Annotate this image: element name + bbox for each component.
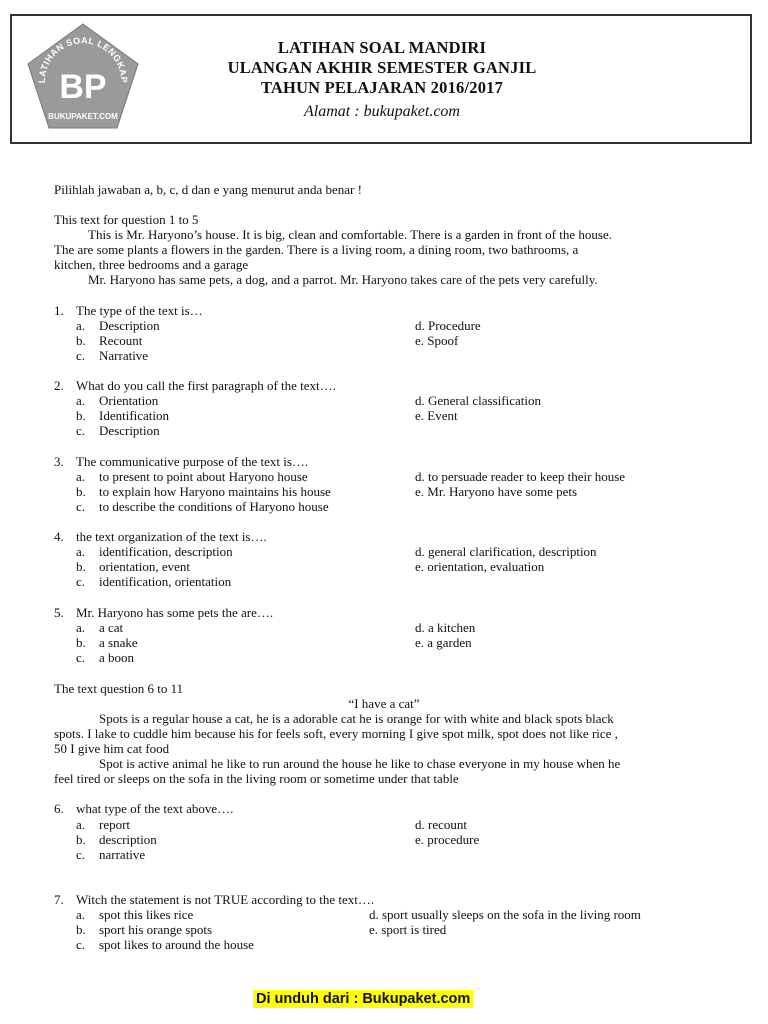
q4-letter-a: a. <box>76 544 86 559</box>
q3-stem: The communicative purpose of the text is…. <box>76 454 309 469</box>
q7-option-b: sport his orange spots <box>99 922 213 937</box>
logo-site: BUKUPAKET.COM <box>48 112 118 121</box>
q3-option-c: to describe the conditions of Haryono house <box>99 499 329 514</box>
q5-stem: Mr. Haryono has some pets the are…. <box>76 605 274 620</box>
q2-stem: What do you call the first paragraph of the text…. <box>76 378 336 393</box>
q6-letter-c: c. <box>76 847 86 862</box>
passage1-p2: Mr. Haryono has same pets, a dog, and a parrot. Mr. Haryono takes care of the pets very carefully. <box>88 272 598 287</box>
q7-option-e: e. sport is tired <box>369 922 447 937</box>
passage2-p2-line1: Spot is active animal he like to run around the house he like to chase everyone in my house when he <box>99 756 621 771</box>
passage1-p1-line3: kitchen, three bedrooms and a garage <box>54 257 249 272</box>
q2-option-b: Identification <box>99 408 170 423</box>
q3-option-a: to present to point about Haryono house <box>99 469 308 484</box>
instruction: Pilihlah jawaban a, b, c, d dan e yang menurut anda benar ! <box>54 182 362 197</box>
q4-option-c: identification, orientation <box>99 574 232 589</box>
q5-letter-c: c. <box>76 650 86 665</box>
q2-number: 2. <box>54 378 64 393</box>
q2-option-a: Orientation <box>99 393 159 408</box>
q7-number: 7. <box>54 892 64 907</box>
logo-initials: BP <box>59 68 107 106</box>
q7-option-c: spot likes to around the house <box>99 937 254 952</box>
q4-number: 4. <box>54 529 64 544</box>
q6-option-d: d. recount <box>415 817 467 832</box>
header-title-3: TAHUN PELAJARAN 2016/2017 <box>260 78 504 97</box>
q3-option-e: e. Mr. Haryono have some pets <box>415 484 578 499</box>
passage1-intro: This text for question 1 to 5 <box>54 212 199 227</box>
q4-stem: the text organization of the text is…. <box>76 529 267 544</box>
logo-ring-text: LATIHAN SOAL LENGKAP <box>36 35 130 84</box>
download-source-banner: Di unduh dari : Bukupaket.com <box>253 990 473 1008</box>
header-title-2: ULANGAN AKHIR SEMESTER GANJIL <box>227 58 537 77</box>
q1-number: 1. <box>54 303 64 318</box>
q7-letter-c: c. <box>76 937 86 952</box>
q1-option-e: e. Spoof <box>415 333 459 348</box>
passage2-p1-line1: Spots is a regular house a cat, he is a adorable cat he is orange for with white and black spots black <box>99 711 614 726</box>
q4-letter-b: b. <box>76 559 86 574</box>
q5-option-d: d. a kitchen <box>415 620 476 635</box>
q4-option-d: d. general clarification, description <box>415 544 597 559</box>
q5-letter-b: b. <box>76 635 86 650</box>
q4-option-a: identification, description <box>99 544 233 559</box>
q2-option-d: d. General classification <box>415 393 541 408</box>
header-title-1: LATIHAN SOAL MANDIRI <box>277 38 487 57</box>
q1-letter-c: c. <box>76 348 86 363</box>
q2-option-c: Description <box>99 423 160 438</box>
q3-option-b: to explain how Haryono maintains his house <box>99 484 331 499</box>
q6-stem: what type of the text above…. <box>76 801 234 816</box>
passage2-title: “I have a cat” <box>348 696 420 711</box>
q2-letter-a: a. <box>76 393 86 408</box>
q5-number: 5. <box>54 605 64 620</box>
q1-option-d: d. Procedure <box>415 318 481 333</box>
passage2-p2-line2: feel tired or sleeps on the sofa in the living room or sometime under that table <box>54 771 459 786</box>
q6-option-e: e. procedure <box>415 832 480 847</box>
q1-option-c: Narrative <box>99 348 149 363</box>
q6-option-c: narrative <box>99 847 146 862</box>
q3-letter-b: b. <box>76 484 86 499</box>
q1-option-a: Description <box>99 318 160 333</box>
passage2-p1-line3: 50 I give him cat food <box>54 741 170 756</box>
header-address: Alamat : bukupaket.com <box>304 103 460 120</box>
q6-letter-b: b. <box>76 832 86 847</box>
q6-option-a: report <box>99 817 131 832</box>
q1-stem: The type of the text is… <box>76 303 203 318</box>
q7-option-a: spot this likes rice <box>99 907 194 922</box>
q5-option-a: a cat <box>99 620 124 635</box>
bp-logo <box>24 20 142 132</box>
q5-option-c: a boon <box>99 650 135 665</box>
passage1-p1-line2: The are some plants a flowers in the garden. There is a living room, a dining room, two bathrooms, a <box>54 242 579 257</box>
q6-number: 6. <box>54 801 64 816</box>
passage1-p1-line1: This is Mr. Haryono’s house. It is big, clean and comfortable. There is a garden in front of the house. <box>88 227 612 242</box>
q5-letter-a: a. <box>76 620 86 635</box>
q1-letter-b: b. <box>76 333 86 348</box>
q1-letter-a: a. <box>76 318 86 333</box>
passage2-intro: The text question 6 to 11 <box>54 681 184 696</box>
q4-option-b: orientation, event <box>99 559 190 574</box>
q6-letter-a: a. <box>76 817 86 832</box>
q5-option-e: e. a garden <box>415 635 472 650</box>
q7-letter-a: a. <box>76 907 86 922</box>
q7-option-d: d. sport usually sleeps on the sofa in the living room <box>369 907 641 922</box>
q5-option-b: a snake <box>99 635 138 650</box>
q3-letter-a: a. <box>76 469 86 484</box>
passage2-p1-line2: spots. I lake to cuddle him because his for feels soft, every morning I give spot milk, spot does not like rice , <box>54 726 618 741</box>
q3-number: 3. <box>54 454 64 469</box>
q4-letter-c: c. <box>76 574 86 589</box>
q7-letter-b: b. <box>76 922 86 937</box>
q2-option-e: e. Event <box>415 408 458 423</box>
q3-letter-c: c. <box>76 499 86 514</box>
q2-letter-b: b. <box>76 408 86 423</box>
q1-option-b: Recount <box>99 333 143 348</box>
q2-letter-c: c. <box>76 423 86 438</box>
q6-option-b: description <box>99 832 157 847</box>
q3-option-d: d. to persuade reader to keep their house <box>415 469 626 484</box>
q4-option-e: e. orientation, evaluation <box>415 559 545 574</box>
q7-stem: Witch the statement is not TRUE according to the text…. <box>76 892 375 907</box>
